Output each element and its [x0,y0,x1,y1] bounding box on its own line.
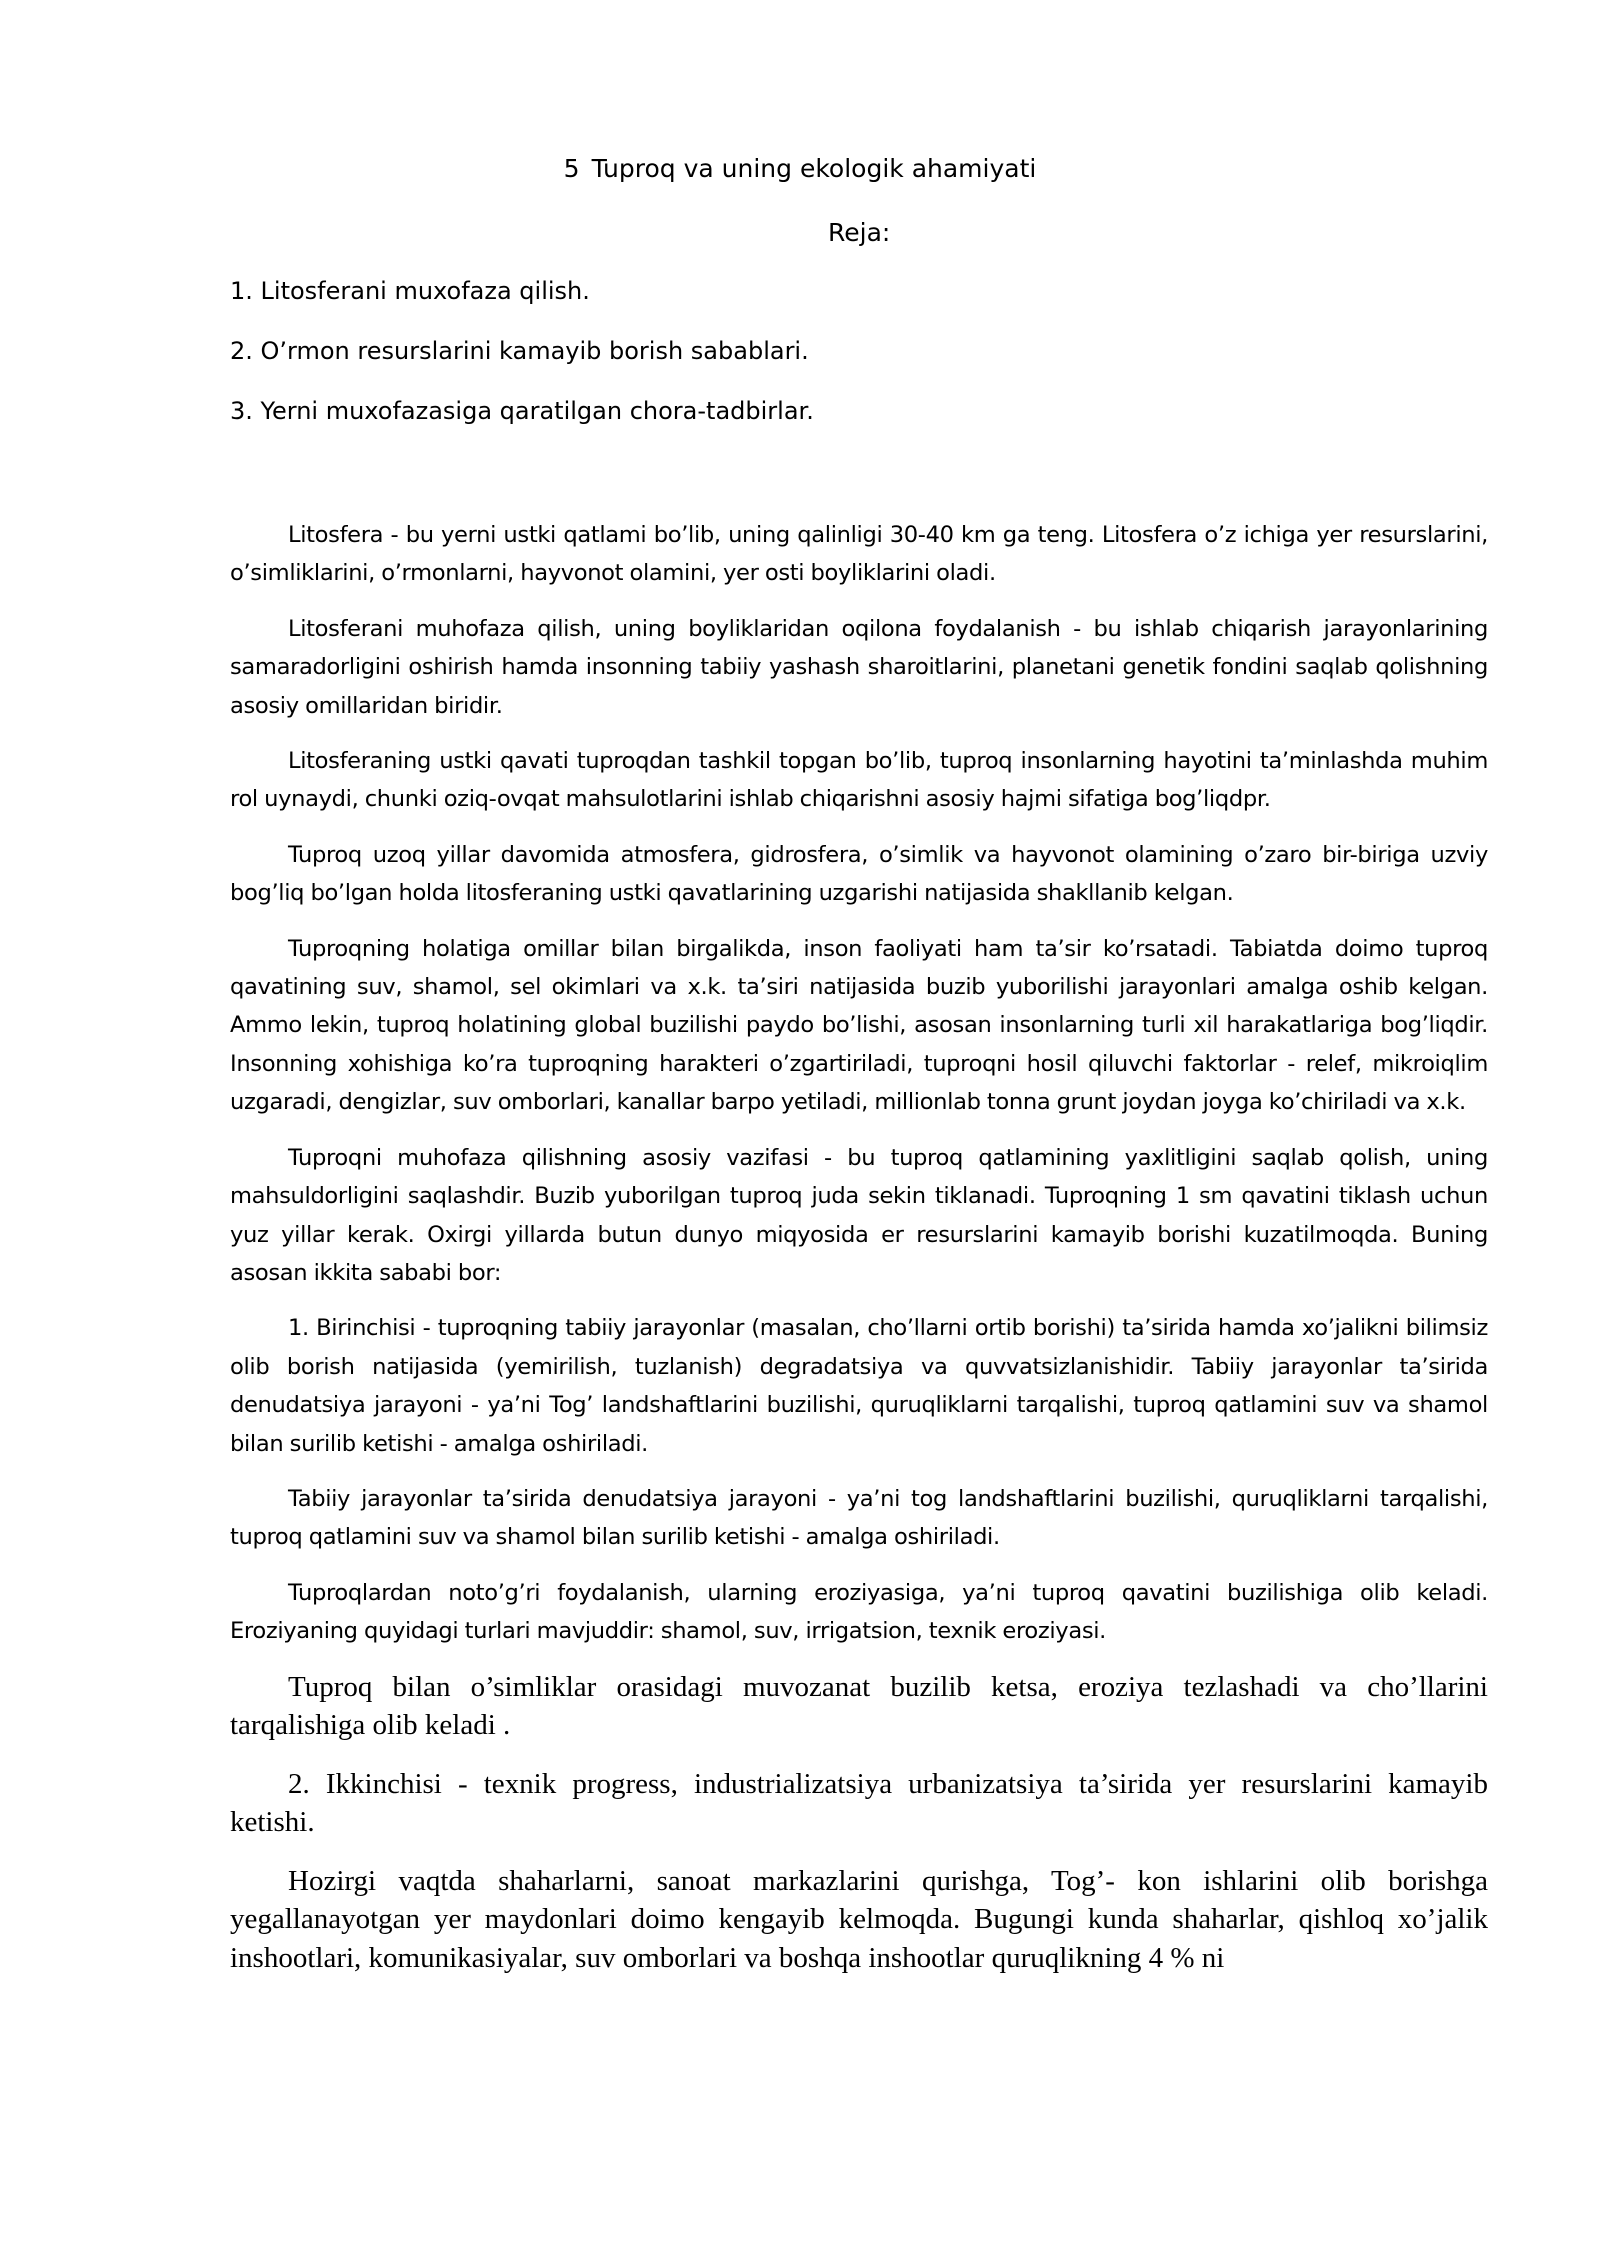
plan-item: 1. Litosferani muxofaza qilish. [230,277,590,305]
plan-item: 2. O’rmon resurslarini kamayib borish sabablari. [230,337,809,365]
document-body [230,516,1488,1997]
body-paragraph: 1. Birinchisi - tuproqning tabiiy jarayonlar (masalan, cho’llarni ortib borishi) ta’sirida hamda xo’jalikni bilimsiz olib borish natijasida (yemirilish, tuzlanish) degradatsiya va quvvatsizlanishidir. Tabiiy jarayonlar ta’sirida denudatsiya jarayoni - ya’ni Tog’ landshaftlarini buzilishi, quruqliklarni tarqalishi, tuproq qatlamini suv va shamol bilan surilib ketishi - amalga oshiriladi. [230,1315,1488,1457]
body-paragraph: Litosfera - bu yerni ustki qatlami bo’lib, uning qalinligi 30-40 km ga teng. Litosfera o’z ichiga yer resurslarini, o’simliklarini, o’rmonlarni, hayvonot olamini, yer osti boyliklarini oladi. [230,522,1488,587]
plan-item: 3. Yerni muxofazasiga qaratilgan chora-tadbirlar. [230,397,814,425]
body-paragraph: Litosferani muhofaza qilish, uning boyliklaridan oqilona foydalanish - bu ishlab chiqarish jarayonlarining samaradorligini oshirish hamda insonning tabiiy yashash sharoitlarini, planetani genetik fondini saqlab qolishning asosiy omillaridan biridir. [230,615,1488,719]
plan-list [230,272,814,452]
body-paragraph: Tuproqning holatiga omillar bilan birgalikda, inson faoliyati ham ta’sir ko’rsatadi. Tabiatda doimo tuproq qavatining suv, shamol, sel okimlari va x.k. ta’siri natijasida buzib yuborilishi jarayonlari amalga oshib kelgan. Ammo lekin, tuproq holatining global buzilishi paydo bo’lishi, asosan insonlarning turli xil harakatlariga bog’liqdir. Insonning xohishiga ko’ra tuproqning harakteri o’zgartiriladi, tuproqni hosil qiluvchi faktorlar - relef, mikroiqlim uzgaradi, dengizlar, suv omborlari, kanallar barpo yetiladi, millionlab tonna grunt joydan joyga ko’chiriladi va x.k. [230,935,1488,1116]
body-paragraph: Tuproq uzoq yillar davomida atmosfera, gidrosfera, o’simlik va hayvonot olamining o’zaro bir-biriga uzviy bog’liq bo’lgan holda litosferaning ustki qavatlarining uzgarishi natijasida shakllanib kelgan. [230,841,1488,907]
body-paragraph: Tabiiy jarayonlar ta’sirida denudatsiya jarayoni - ya’ni tog landshaftlarini buzilishi, quruqliklarni tarqalishi, tuproq qatlamini suv va shamol bilan surilib ketishi - amalga oshiriladi. [230,1485,1488,1551]
plan-heading: Reja: [828,218,891,247]
title-text: Tuproq va uning ekologik ahamiyati [591,154,1037,183]
body-paragraph-serif: Tuproq bilan o’simliklar orasidagi muvozanat buzilib ketsa, eroziya tezlashadi va cho’llarini tarqalishiga olib keladi . [230,1670,1488,1742]
document-title [0,150,1600,188]
body-paragraph-serif: 2. Ikkinchisi - texnik progress, industrializatsiya urbanizatsiya ta’sirida yer resurslarini kamayib ketishi. [230,1767,1488,1839]
body-paragraph: Tuproqni muhofaza qilishning asosiy vazifasi - bu tuproq qatlamining yaxlitligini saqlab qolish, uning mahsuldorligini saqlashdir. Buzib yuborilgan tuproq juda sekin tiklanadi. Tuproqning 1 sm qavatini tiklash uchun yuz yillar kerak. Oxirgi yillarda butun dunyo miqyosida er resurslarini kamayib borishi kuzatilmoqda. Buning asosan ikkita sababi bor: [230,1144,1488,1286]
body-paragraph-serif: Hozirgi vaqtda shaharlarni, sanoat markazlarini qurishga, Tog’- kon ishlarini olib borishga yegallanayotgan yer maydonlari doimo kengayib kelmoqda. Bugungi kunda shaharlar, qishloq xo’jalik inshootlari, komunikasiyalar, suv omborlari va boshqa inshootlar quruqlikning 4 % ni [230,1864,1488,1974]
title-number: 5 [563,154,580,183]
body-paragraph: Litosferaning ustki qavati tuproqdan tashkil topgan bo’lib, tuproq insonlarning hayotini ta’minlashda muhim rol uynaydi, chunki oziq-ovqat mahsulotlarini ishlab chiqarishni asosiy hajmi sifatiga bog’liqdpr. [230,748,1488,813]
body-paragraph: Tuproqlardan noto’g’ri foydalanish, ularning eroziyasiga, ya’ni tuproq qavatini buzilishiga olib keladi. Eroziyaning quyidagi turlari mavjuddir: shamol, suv, irrigatsion, texnik eroziyasi. [230,1579,1488,1645]
